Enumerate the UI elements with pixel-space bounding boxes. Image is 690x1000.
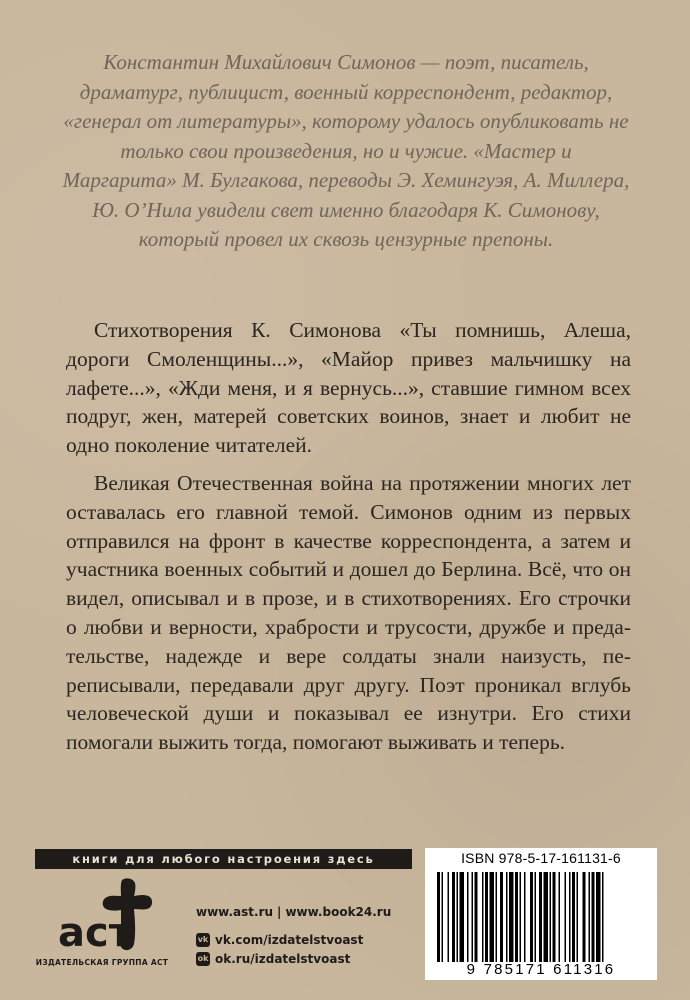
publisher-name: ИЗДАТЕЛЬСКАЯ ГРУППА АСТ <box>35 958 169 967</box>
barcode-bar <box>530 872 533 962</box>
barcode-bar <box>589 872 591 962</box>
ok-link[interactable]: ok.ru/izdatelstvoast <box>215 952 351 966</box>
isbn-barcode-box <box>425 848 657 980</box>
barcode-bar <box>602 872 604 962</box>
barcode-bar <box>490 872 495 962</box>
barcode-bar <box>559 872 561 962</box>
logo-text: аст <box>58 910 132 956</box>
barcode-bar <box>500 872 503 962</box>
barcode-bar <box>475 872 478 962</box>
barcode-bar <box>583 872 586 962</box>
barcode-bar <box>442 872 444 962</box>
vk-icon: vk <box>196 933 210 947</box>
barcode-bar <box>467 872 469 962</box>
barcode-bar <box>572 872 575 962</box>
separator: | <box>277 905 282 919</box>
link-ast[interactable]: www.ast.ru <box>196 905 274 919</box>
social-ok[interactable] <box>196 950 426 968</box>
barcode-bar <box>535 872 537 962</box>
barcode-bar <box>437 872 440 962</box>
social-vk[interactable] <box>196 931 426 949</box>
barcode-bar <box>592 872 595 962</box>
tagline-banner: книги для любого настроения здесь <box>35 849 412 869</box>
isbn-label: ISBN 978-5-17-161131-6 <box>461 850 621 866</box>
barcode-bar <box>452 872 455 962</box>
intro-text: Константин Михайлович Симонов — поэт, писатель, драматург, публицист, военный корреспондент, редактор, «генерал от литературы», которому удалось опубликовать не только свои произведения, но и чужие. «Мастер и Маргарита» М. Булгакова, переводы Э. Хемингуэя, А. Миллера, Ю. О’Нила увидели свет именно благодаря К. Симонову, который провел их сквозь цензурные препоны. <box>62 50 630 251</box>
paragraph-1: Стихотворения К. Симонова «Ты помнишь, Алеша, дороги Смоленщины...», «Майор привез мальчишку на лафете...», «Жди меня, и я вернусь...», ставшие гимном всех подруг, жен, матерей советских воинов, знает и любит не одно поколение читателей. <box>66 318 631 458</box>
barcode-bar <box>485 872 488 962</box>
barcode-bar <box>539 872 542 962</box>
vk-link[interactable]: vk.com/izdatelstvoast <box>215 933 364 947</box>
barcode-bar <box>550 872 552 962</box>
barcode-bar <box>569 872 571 962</box>
barcode-bar <box>457 872 459 962</box>
barcode-bar <box>448 872 450 962</box>
barcode-bar <box>515 872 518 962</box>
ok-icon: ok <box>196 952 210 966</box>
barcode-bar <box>520 872 522 962</box>
paragraph-2: Великая Отечественная война на протяжении многих лет оставалась его главной темой. Симонов одним из первых отправился на фронт в качестве корреспондента, а затем и участника военных событий и дошел до Берлина. Всё, что он видел, описывал и в прозе, и в стихотворениях. Его строчки о любви и верности, храбрости и трусости, дружбе и предательстве, надежде и вере солдаты знали наизусть, переписывали, передавали друг другу. Поэт проникал вглубь человеческой души и показывал ее изнутри. Его стихи помогали выжить тогда, помогают выживать и теперь. <box>66 470 631 755</box>
barcode-bar <box>460 872 465 962</box>
barcode-bar <box>482 872 484 962</box>
main-text <box>66 316 631 757</box>
barcode-bar <box>544 872 549 962</box>
barcode-bar <box>509 872 514 962</box>
barcode-icon <box>435 872 647 962</box>
barcode-bar <box>565 872 567 962</box>
barcode-bar <box>596 872 601 962</box>
barcode-bar <box>553 872 556 962</box>
barcode-bar <box>496 872 498 962</box>
barcode-bar <box>577 872 579 962</box>
link-book24[interactable]: www.book24.ru <box>285 905 392 919</box>
barcode-bar <box>524 872 526 962</box>
ast-logo-icon <box>56 876 156 956</box>
barcode-digits: 9 785171 611316 <box>466 961 616 978</box>
barcode-bar <box>472 872 474 962</box>
barcode-bar <box>506 872 508 962</box>
website-links <box>196 905 426 919</box>
